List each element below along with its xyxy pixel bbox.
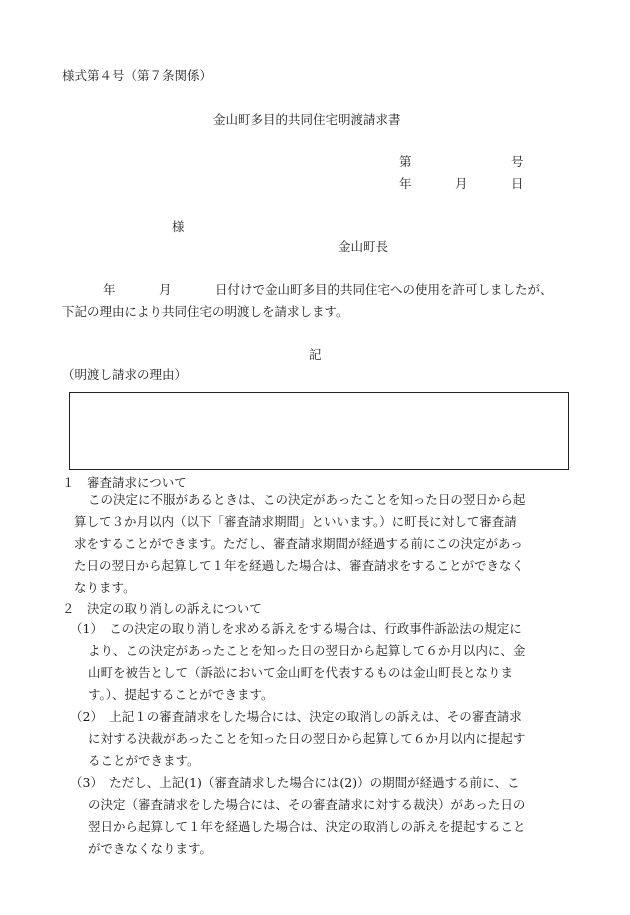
section1-body xyxy=(74,489,525,599)
issuer: 金山町長 xyxy=(338,239,389,254)
document-title: 金山町多目的共同住宅明渡請求書 xyxy=(213,112,401,127)
item2-line: ることができます。 xyxy=(88,753,200,768)
item3-line: （3） ただし、上記(1)（審査請求した場合には(2)）の期間が経過する前に、こ xyxy=(70,775,520,790)
section2-item-1 xyxy=(70,618,525,706)
section2-heading: ２ 決定の取り消しの訴えについて xyxy=(62,601,262,616)
item3-line: ができなくなります。 xyxy=(88,841,213,856)
intro-month: 月 xyxy=(159,282,172,297)
section1-line: なります。 xyxy=(74,580,136,595)
date-day: 日 xyxy=(511,176,524,191)
number-prefix: 第 xyxy=(399,154,412,169)
reason-box xyxy=(69,392,569,470)
item2-line: （2） 上記１の審査請求をした場合には、決定の取消しの訴えは、その審査請求 xyxy=(70,709,522,724)
section1-heading: １ 審査請求について xyxy=(62,475,187,490)
addressee-sama: 様 xyxy=(172,219,185,234)
section1-line: 求をすることができます。ただし、審査請求期間が経過する前にこの決定があっ xyxy=(74,536,523,551)
intro-line2: 下記の理由により共同住宅の明渡しを請求します。 xyxy=(62,304,349,319)
section1-line: 算して３か月以内（以下「審査請求期間」といいます。）に町長に対して審査請 xyxy=(74,514,517,529)
item3-line: 翌日から起算して１年を経過した場合は、決定の取消しの訴えを提起すること xyxy=(88,819,526,834)
form-label: 様式第４号（第７条関係） xyxy=(62,68,213,83)
intro-line1: 日付けで金山町多目的共同住宅への使用を許可しましたが、 xyxy=(215,282,553,297)
intro-year: 年 xyxy=(103,282,116,297)
item3-line: の決定（審査請求をした場合には、その審査請求に対する裁決）があった日の xyxy=(88,797,526,812)
reason-label: （明渡し請求の理由） xyxy=(62,367,188,382)
section1-line: この決定に不服があるときは、この決定があったことを知った日の翌日から起 xyxy=(88,492,526,507)
item1-line: （1） この決定の取り消しを求める訴えをする場合は、行政事件訴訟法の規定に xyxy=(70,621,522,636)
item1-line: より、この決定があったことを知った日の翌日から起算して６か月以内に、金 xyxy=(88,643,526,658)
item1-line: 山町を被告として（訴訟において金山町を代表するものは金山町長となりま xyxy=(88,665,514,680)
date-month: 月 xyxy=(455,176,468,191)
section1-line: た日の翌日から起算して１年を経過した場合は、審査請求をすることができなく xyxy=(74,558,525,573)
ki-heading: 記 xyxy=(309,347,322,362)
item1-line: す。）、提起することができます。 xyxy=(88,687,274,702)
item2-line: に対する決裁があったことを知った日の翌日から起算して６か月以内に提起す xyxy=(88,731,526,746)
number-suffix: 号 xyxy=(511,154,524,169)
date-year: 年 xyxy=(399,176,412,191)
section2-item-2 xyxy=(70,706,525,772)
section2-item-3 xyxy=(70,772,526,860)
